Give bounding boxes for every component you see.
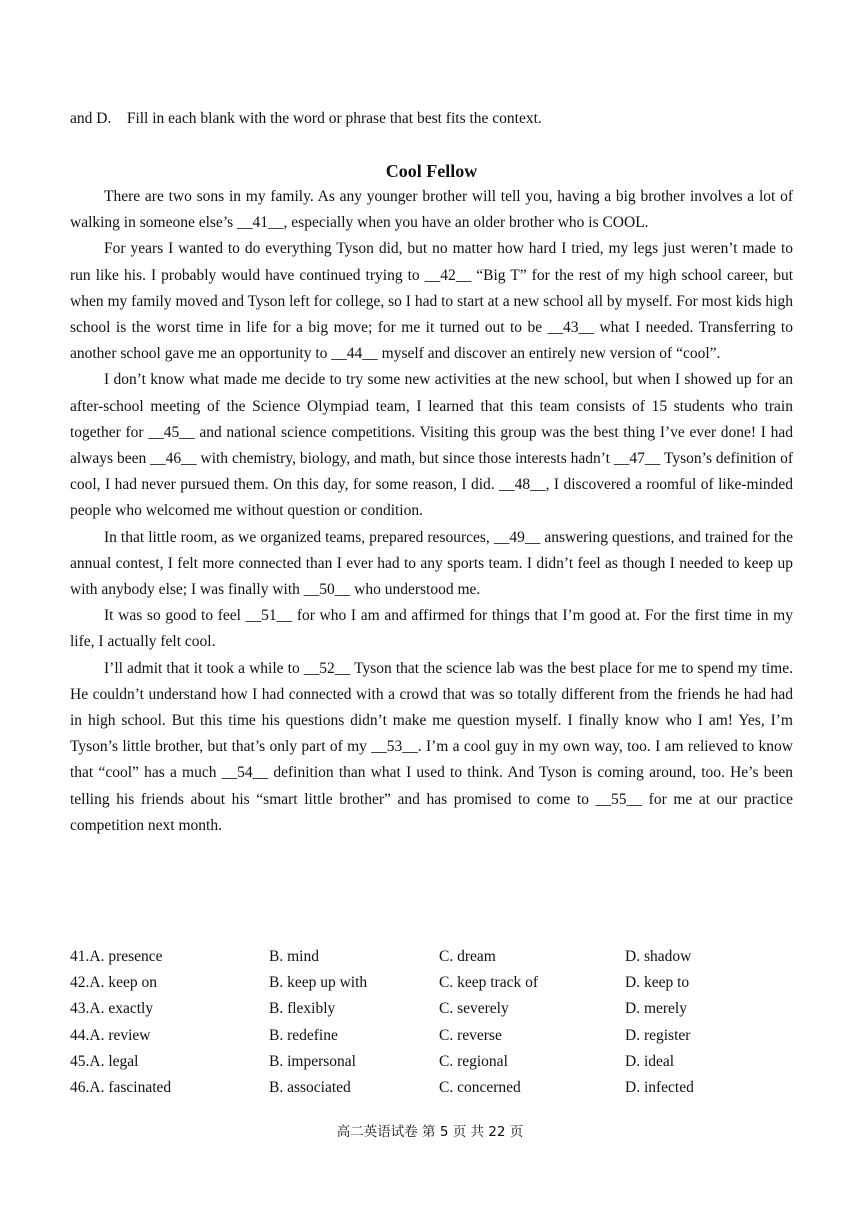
option-c: C. concerned: [439, 1078, 521, 1096]
paragraph: I don’t know what made me decide to try some new activities at the new school, but when I showed up for an after-school meeting of the Science Olympiad team, I learned that this team consists of 15 students who train together for __45__ and national science competitions. Visiting this group was the best thing I’ve ever done! I had always been __46__ with chemistry, biology, and math, but since those interests hadn’t __47__ Tyson’s definition of cool, I had never pursued them. On this day, for some reason, I did. __48__, I discovered a roomful of like-minded people who welcomed me without question or condition.: [70, 371, 793, 520]
instruction-text: and D. Fill in each blank with the word or phrase that best fits the context.: [70, 110, 542, 127]
paragraph: I’ll admit that it took a while to __52__ Tyson that the science lab was the best place for me to spend my time. He couldn’t understand how I had connected with a crowd that was so totally different from the friends he had had in high school. But this time his questions didn’t make me question myself. I finally know who I am! Yes, I’m Tyson’s little brother, but that’s only part of my __53__. I’m a cool guy in my own way, too. I am relieved to know that “cool” has a much __54__ definition than what I used to think. And Tyson is coming around, too. He’s been telling his friends about his “smart little brother” and has promised to come to __55__ for me at our practice competition next month.: [70, 659, 793, 834]
option-b: B. keep up with: [269, 974, 368, 992]
option-c: C. regional: [439, 1052, 508, 1070]
paragraph: It was so good to feel __51__ for who I am and affirmed for things that I’m good at. For the first time in my life, I actually felt cool.: [70, 607, 793, 651]
option-d: D. register: [625, 1026, 691, 1044]
paragraph: In that little room, as we organized teams, prepared resources, __49__ answering questions, and trained for the annual contest, I felt more connected than I ever had to any sports team. I didn’t feel as though I needed to keep up with anybody else; I was finally with __50__ who understood me.: [70, 528, 793, 599]
option-c: C. severely: [439, 1000, 509, 1018]
option-d: D. shadow: [625, 948, 692, 965]
option-a: 41.A. presence: [70, 948, 163, 965]
option-row: [70, 1023, 793, 1049]
paragraph: For years I wanted to do everything Tyson did, but no matter how hard I tried, my legs just weren’t made to run like his. I probably would have continued trying to __42__ “Big T” for the rest of my high school career, but when my family moved and Tyson left for college, so I had to start at a new school all by myself. For most kids high school is the worst time in life for a big move; for me it turned out to be __43__ what I needed. Transferring to another school gave me an opportunity to __44__ myself and discover an entirely new version of “cool”.: [70, 240, 793, 363]
answer-options: [70, 944, 793, 1101]
passage-title: Cool Fellow: [385, 161, 478, 181]
option-a: 44.A. review: [70, 1026, 151, 1044]
option-row: [70, 970, 793, 996]
option-c: C. keep track of: [439, 974, 538, 992]
option-row: [70, 1049, 793, 1075]
page-footer: 高二英语试卷 第 5 页 共 22 页: [336, 1124, 524, 1140]
option-b: B. flexibly: [269, 1000, 336, 1018]
option-a: 42.A. keep on: [70, 974, 157, 992]
option-a: 43.A. exactly: [70, 1000, 154, 1018]
option-d: D. keep to: [625, 974, 690, 992]
option-row: [70, 944, 793, 970]
option-c: C. dream: [439, 948, 496, 965]
option-b: B. redefine: [269, 1026, 338, 1044]
option-row: [70, 1075, 793, 1101]
option-d: D. infected: [625, 1078, 694, 1096]
option-b: B. impersonal: [269, 1052, 356, 1070]
option-b: B. mind: [269, 948, 319, 965]
option-a: 45.A. legal: [70, 1052, 139, 1070]
paragraph: There are two sons in my family. As any younger brother will tell you, having a big brother involves a lot of walking in someone else’s __41__, especially when you have an older brother who is COOL.: [70, 188, 793, 232]
option-a: 46.A. fascinated: [70, 1078, 172, 1096]
option-d: D. ideal: [625, 1052, 675, 1070]
passage-body: [70, 184, 793, 839]
option-c: C. reverse: [439, 1026, 502, 1044]
option-d: D. merely: [625, 1000, 687, 1018]
option-b: B. associated: [269, 1078, 351, 1096]
option-row: [70, 996, 793, 1022]
